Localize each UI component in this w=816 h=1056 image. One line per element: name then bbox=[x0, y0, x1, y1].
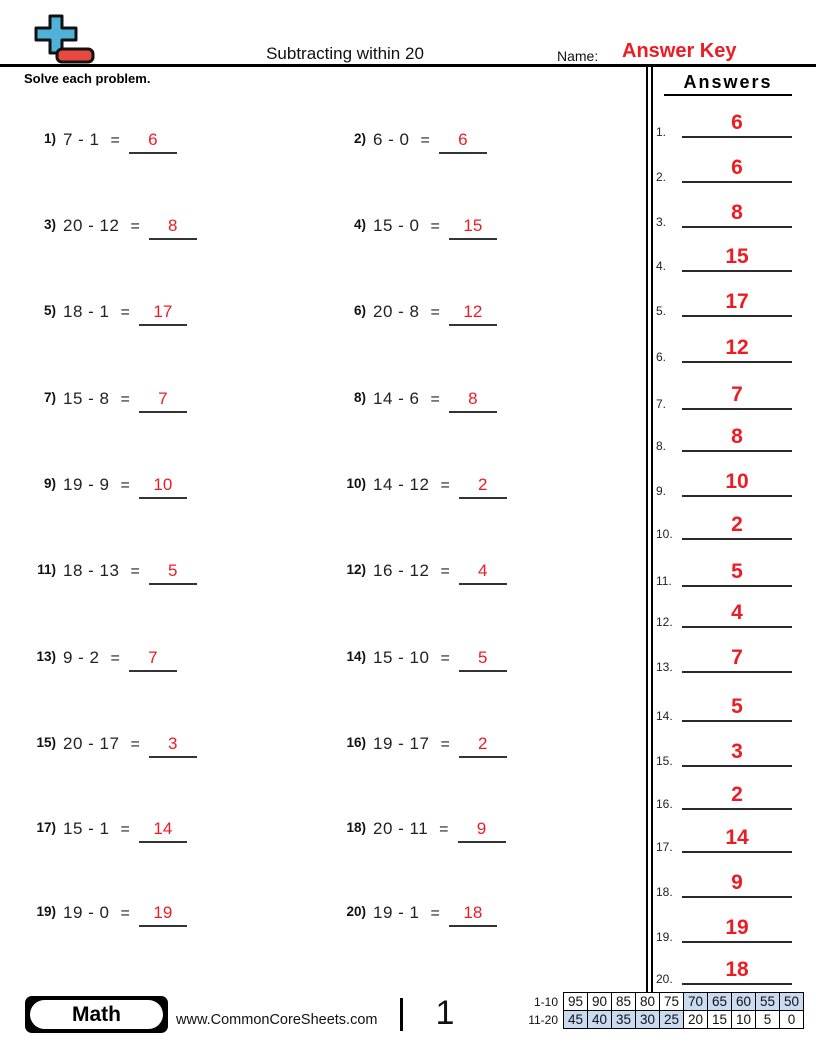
answer-line bbox=[682, 983, 792, 985]
problem-answer: 8 bbox=[149, 216, 197, 240]
problem-answer: 7 bbox=[139, 389, 187, 413]
answer-label: 8. bbox=[656, 439, 667, 453]
answer-line bbox=[682, 896, 792, 898]
answer-row bbox=[654, 511, 792, 543]
answer-row bbox=[654, 558, 792, 590]
problem-expression: 19 - 0 bbox=[63, 903, 110, 922]
equals-sign: = bbox=[430, 304, 440, 321]
problem bbox=[338, 648, 507, 672]
answer-line bbox=[682, 941, 792, 943]
equals-sign: = bbox=[440, 563, 450, 580]
problem-expression: 20 - 8 bbox=[373, 302, 420, 321]
answer-label: 15. bbox=[656, 754, 673, 768]
score-row-label: 11-20 bbox=[528, 1012, 558, 1027]
problem bbox=[338, 216, 497, 240]
answer-line bbox=[682, 671, 792, 673]
answer-line bbox=[682, 626, 792, 628]
problem bbox=[28, 903, 187, 927]
problem-expression: 18 - 13 bbox=[63, 561, 120, 580]
minus-icon bbox=[57, 49, 93, 62]
problem-answer: 7 bbox=[129, 648, 177, 672]
answer-label: 13. bbox=[656, 660, 673, 674]
equals-sign: = bbox=[130, 736, 140, 753]
answer-label: 12. bbox=[656, 615, 673, 629]
score-cell: 60 bbox=[732, 993, 756, 1011]
answer-value: 15 bbox=[725, 245, 749, 268]
score-cell: 10 bbox=[732, 1011, 756, 1029]
subject-badge-label: Math bbox=[30, 1000, 163, 1029]
problem bbox=[338, 819, 506, 843]
problem-number: 20) bbox=[346, 904, 366, 919]
problem bbox=[338, 561, 507, 585]
problem-number: 16) bbox=[346, 735, 366, 750]
score-cell: 85 bbox=[612, 993, 636, 1011]
score-cell: 75 bbox=[660, 993, 684, 1011]
page-title: Subtracting within 20 bbox=[266, 44, 424, 63]
answer-row bbox=[654, 914, 792, 946]
problem-answer: 3 bbox=[149, 734, 197, 758]
answer-value: 12 bbox=[725, 336, 749, 359]
problem-expression: 20 - 12 bbox=[63, 216, 120, 235]
problem bbox=[338, 302, 497, 326]
equals-sign: = bbox=[130, 563, 140, 580]
answer-value: 5 bbox=[731, 560, 743, 583]
answer-value: 2 bbox=[731, 513, 743, 536]
score-cell: 35 bbox=[612, 1011, 636, 1029]
problem-expression: 15 - 10 bbox=[373, 648, 430, 667]
answer-row bbox=[654, 738, 792, 770]
answer-row bbox=[654, 199, 792, 231]
answer-row bbox=[654, 154, 792, 186]
answer-value: 10 bbox=[725, 470, 749, 493]
equals-sign: = bbox=[120, 391, 130, 408]
name-value: Answer Key bbox=[622, 40, 737, 62]
problem-number: 12) bbox=[346, 562, 366, 577]
equals-sign: = bbox=[120, 304, 130, 321]
problem-answer: 14 bbox=[139, 819, 187, 843]
score-cell: 65 bbox=[708, 993, 732, 1011]
answer-value: 7 bbox=[731, 646, 743, 669]
answer-label: 9. bbox=[656, 484, 667, 498]
problem-expression: 19 - 17 bbox=[373, 734, 430, 753]
answer-row bbox=[654, 869, 792, 901]
answer-label: 11. bbox=[656, 574, 672, 588]
problem-answer: 5 bbox=[149, 561, 197, 585]
answer-value: 6 bbox=[731, 156, 743, 179]
problem-answer: 6 bbox=[439, 130, 487, 154]
problem-answer: 17 bbox=[139, 302, 187, 326]
answer-label: 20. bbox=[656, 972, 673, 986]
answer-line bbox=[682, 851, 792, 853]
problem bbox=[28, 734, 197, 758]
problem-expression: 15 - 1 bbox=[63, 819, 110, 838]
score-cell: 55 bbox=[756, 993, 780, 1011]
equals-sign: = bbox=[439, 821, 449, 838]
answer-row bbox=[654, 334, 792, 366]
score-row-label: 1-10 bbox=[533, 994, 558, 1009]
problem-expression: 9 - 2 bbox=[63, 648, 100, 667]
problem-number: 9) bbox=[43, 476, 56, 491]
answer-label: 14. bbox=[656, 709, 673, 723]
answer-line bbox=[682, 538, 792, 540]
answer-line bbox=[682, 495, 792, 497]
problem-number: 1) bbox=[43, 131, 56, 146]
answer-label: 3. bbox=[656, 215, 667, 229]
answer-line bbox=[682, 720, 792, 722]
problem-number: 10) bbox=[346, 476, 366, 491]
problem-answer: 2 bbox=[459, 475, 507, 499]
score-cell: 5 bbox=[756, 1011, 780, 1029]
problem-expression: 20 - 11 bbox=[373, 819, 429, 838]
answer-row bbox=[654, 423, 792, 455]
answer-line bbox=[682, 270, 792, 272]
footer-divider bbox=[400, 998, 403, 1031]
answer-label: 1. bbox=[656, 125, 667, 139]
answer-row bbox=[654, 468, 792, 500]
problem-number: 5) bbox=[43, 303, 56, 318]
answer-row bbox=[654, 599, 792, 631]
problem-answer: 6 bbox=[129, 130, 177, 154]
answer-line bbox=[682, 315, 792, 317]
problem-expression: 16 - 12 bbox=[373, 561, 430, 580]
problem bbox=[338, 475, 507, 499]
answer-row bbox=[654, 288, 792, 320]
answer-value: 14 bbox=[725, 826, 749, 849]
problem-expression: 19 - 9 bbox=[63, 475, 110, 494]
problem bbox=[28, 130, 177, 154]
answer-label: 7. bbox=[656, 397, 667, 411]
equals-sign: = bbox=[130, 218, 140, 235]
problem-answer: 15 bbox=[449, 216, 497, 240]
problem-answer: 10 bbox=[139, 475, 187, 499]
equals-sign: = bbox=[430, 391, 440, 408]
answer-line bbox=[682, 181, 792, 183]
problem bbox=[338, 389, 497, 413]
answer-row bbox=[654, 381, 792, 413]
problem-number: 4) bbox=[353, 217, 366, 232]
score-row bbox=[497, 993, 804, 1011]
answer-label: 16. bbox=[656, 797, 673, 811]
score-cell: 15 bbox=[708, 1011, 732, 1029]
problem-number: 6) bbox=[353, 303, 366, 318]
equals-sign: = bbox=[120, 477, 130, 494]
problem-number: 14) bbox=[346, 649, 366, 664]
problem-answer: 5 bbox=[459, 648, 507, 672]
answer-line bbox=[682, 808, 792, 810]
answer-row bbox=[654, 644, 792, 676]
score-cell: 80 bbox=[636, 993, 660, 1011]
problem-answer: 12 bbox=[449, 302, 497, 326]
answer-value: 5 bbox=[731, 695, 743, 718]
answer-line bbox=[682, 450, 792, 452]
score-cell: 50 bbox=[780, 993, 804, 1011]
problem bbox=[28, 819, 187, 843]
problem-expression: 7 - 1 bbox=[63, 130, 100, 149]
answer-value: 2 bbox=[731, 783, 743, 806]
problem-number: 15) bbox=[36, 735, 56, 750]
problem bbox=[28, 648, 177, 672]
answer-label: 4. bbox=[656, 259, 667, 273]
score-row bbox=[497, 1011, 804, 1029]
answer-row bbox=[654, 956, 792, 988]
problem bbox=[338, 130, 487, 154]
problem-expression: 6 - 0 bbox=[373, 130, 410, 149]
problem-answer: 18 bbox=[449, 903, 497, 927]
equals-sign: = bbox=[440, 650, 450, 667]
problem bbox=[338, 734, 507, 758]
problem bbox=[28, 475, 187, 499]
answer-value: 4 bbox=[731, 601, 743, 624]
problem bbox=[28, 216, 197, 240]
instruction: Solve each problem. bbox=[24, 71, 151, 86]
answer-value: 9 bbox=[731, 871, 743, 894]
answer-row bbox=[654, 824, 792, 856]
problem bbox=[28, 389, 187, 413]
page-number: 1 bbox=[435, 994, 455, 1032]
answer-value: 8 bbox=[731, 201, 743, 224]
problem-expression: 18 - 1 bbox=[63, 302, 110, 321]
equals-sign: = bbox=[110, 650, 120, 667]
problem-expression: 14 - 6 bbox=[373, 389, 420, 408]
equals-sign: = bbox=[120, 905, 130, 922]
answer-line bbox=[682, 226, 792, 228]
problem bbox=[28, 302, 187, 326]
plus-icon bbox=[36, 16, 76, 53]
problem-number: 3) bbox=[43, 217, 56, 232]
equals-sign: = bbox=[110, 132, 120, 149]
answer-label: 18. bbox=[656, 885, 673, 899]
answer-label: 17. bbox=[656, 840, 673, 854]
equals-sign: = bbox=[420, 132, 430, 149]
answer-row bbox=[654, 693, 792, 725]
problem-number: 7) bbox=[43, 390, 56, 405]
score-cell: 0 bbox=[780, 1011, 804, 1029]
score-cell: 25 bbox=[660, 1011, 684, 1029]
worksheet-logo bbox=[26, 13, 98, 65]
score-cell: 20 bbox=[684, 1011, 708, 1029]
problem-number: 18) bbox=[346, 820, 366, 835]
problem-number: 11) bbox=[37, 562, 56, 577]
answer-line bbox=[682, 585, 792, 587]
score-table bbox=[497, 992, 804, 1029]
problem-answer: 2 bbox=[459, 734, 507, 758]
answer-label: 6. bbox=[656, 350, 667, 364]
problem-answer: 4 bbox=[459, 561, 507, 585]
answer-value: 7 bbox=[731, 383, 743, 406]
answer-value: 3 bbox=[731, 740, 743, 763]
answer-label: 10. bbox=[656, 527, 673, 541]
problem bbox=[28, 561, 197, 585]
problem-expression: 15 - 0 bbox=[373, 216, 420, 235]
score-cell: 90 bbox=[588, 993, 612, 1011]
name-label: Name: bbox=[557, 48, 599, 64]
answer-line bbox=[682, 136, 792, 138]
problem-expression: 20 - 17 bbox=[63, 734, 120, 753]
answers-separator bbox=[646, 67, 653, 993]
answer-value: 8 bbox=[731, 425, 743, 448]
problem-expression: 15 - 8 bbox=[63, 389, 110, 408]
score-cell: 40 bbox=[588, 1011, 612, 1029]
header-rule bbox=[0, 64, 816, 67]
answer-value: 17 bbox=[725, 290, 749, 313]
equals-sign: = bbox=[430, 905, 440, 922]
answer-line bbox=[682, 765, 792, 767]
problem-answer: 9 bbox=[458, 819, 506, 843]
score-cell: 95 bbox=[564, 993, 588, 1011]
problem-number: 8) bbox=[353, 390, 366, 405]
score-cell: 45 bbox=[564, 1011, 588, 1029]
problem bbox=[338, 903, 497, 927]
answer-line bbox=[682, 408, 792, 410]
equals-sign: = bbox=[430, 218, 440, 235]
answer-row bbox=[654, 109, 792, 141]
answer-row bbox=[654, 243, 792, 275]
equals-sign: = bbox=[440, 736, 450, 753]
equals-sign: = bbox=[120, 821, 130, 838]
website-url: www.CommonCoreSheets.com bbox=[176, 1012, 378, 1028]
problem-answer: 19 bbox=[139, 903, 187, 927]
problem-expression: 14 - 12 bbox=[373, 475, 430, 494]
problem-answer: 8 bbox=[449, 389, 497, 413]
subject-badge bbox=[25, 996, 168, 1033]
answer-label: 5. bbox=[656, 304, 667, 318]
problem-number: 13) bbox=[36, 649, 56, 664]
problem-number: 17) bbox=[36, 820, 56, 835]
answer-label: 2. bbox=[656, 170, 667, 184]
problem-number: 19) bbox=[36, 904, 56, 919]
problem-expression: 19 - 1 bbox=[373, 903, 420, 922]
score-cell: 30 bbox=[636, 1011, 660, 1029]
answer-value: 18 bbox=[725, 958, 749, 981]
answer-line bbox=[682, 361, 792, 363]
answer-value: 6 bbox=[731, 111, 743, 134]
score-cell: 70 bbox=[684, 993, 708, 1011]
answer-row bbox=[654, 781, 792, 813]
problem-number: 2) bbox=[353, 131, 366, 146]
answers-heading: Answers bbox=[664, 72, 792, 96]
answer-label: 19. bbox=[656, 930, 673, 944]
answer-value: 19 bbox=[725, 916, 749, 939]
equals-sign: = bbox=[440, 477, 450, 494]
